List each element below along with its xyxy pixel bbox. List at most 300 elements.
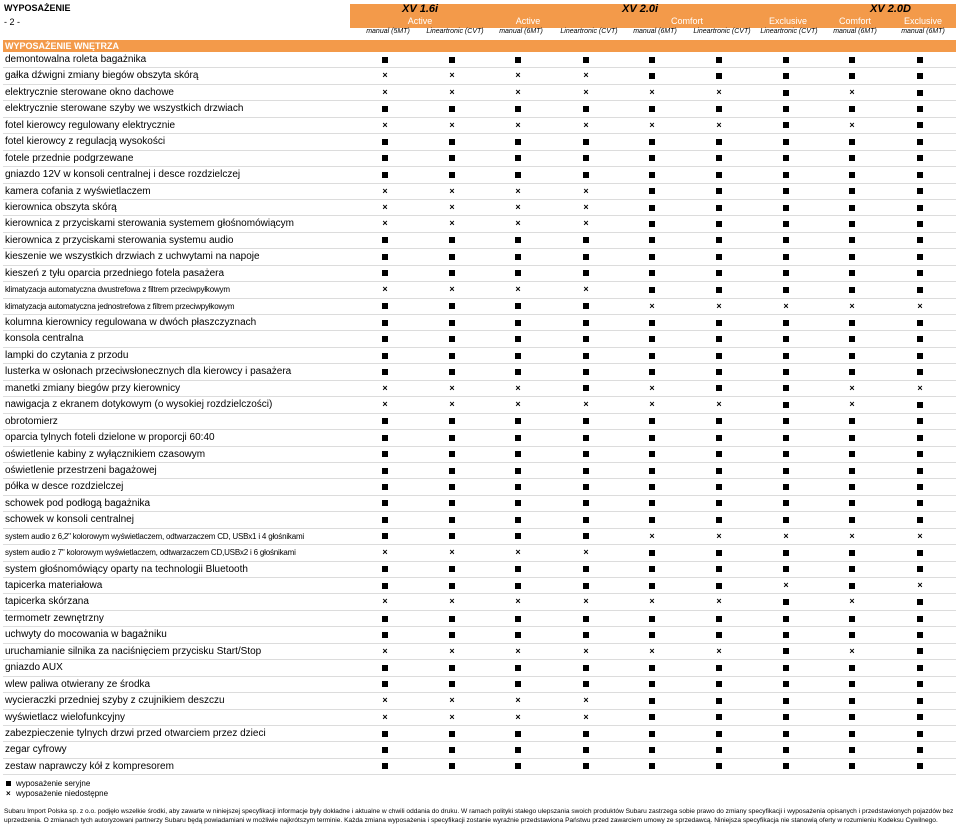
table-row (3, 85, 956, 101)
table-row (3, 331, 956, 347)
feature-label: lusterka w osłonach przeciwsłonecznych dla kierowcy i pasażera (5, 366, 292, 378)
unavailable-cross-icon: × (382, 596, 388, 607)
unavailable-cross-icon: × (449, 596, 455, 607)
standard-square-icon (375, 744, 395, 754)
unavailable-cross-icon: × (583, 119, 589, 130)
standard-square-icon (642, 580, 662, 590)
standard-square-icon (442, 432, 462, 442)
standard-square-icon (508, 432, 528, 442)
standard-square-icon (442, 465, 462, 475)
unavailable-cross-icon: × (449, 86, 455, 97)
standard-square-icon (375, 153, 395, 163)
standard-square-icon (709, 284, 729, 294)
standard-square-icon (842, 613, 862, 623)
standard-square-icon (508, 301, 528, 311)
standard-square-icon (642, 432, 662, 442)
standard-square-icon (442, 169, 462, 179)
standard-square-icon (910, 251, 930, 261)
standard-square-icon (642, 350, 662, 360)
table-row (3, 52, 956, 68)
standard-square-icon (842, 70, 862, 80)
standard-square-icon (375, 235, 395, 245)
unavailable-cross-icon: × (515, 711, 521, 722)
standard-square-icon (910, 87, 930, 97)
standard-square-icon (842, 712, 862, 722)
standard-square-icon (375, 301, 395, 311)
table-row (3, 594, 956, 610)
unavailable-cross-icon: × (649, 119, 655, 130)
unavailable-cross-icon: × (649, 645, 655, 656)
standard-square-icon (910, 120, 930, 130)
unavailable-cross-icon: × (917, 580, 923, 590)
standard-square-icon (709, 366, 729, 376)
unavailable-cross-icon: × (382, 70, 388, 81)
standard-square-icon (776, 103, 796, 113)
standard-square-icon (842, 432, 862, 442)
unavailable-cross-icon: × (783, 530, 789, 541)
table-row (3, 644, 956, 660)
standard-square-icon (709, 728, 729, 738)
standard-square-icon (642, 564, 662, 574)
standard-square-icon (642, 268, 662, 278)
table-row (3, 68, 956, 84)
standard-square-icon (910, 481, 930, 491)
standard-square-icon (776, 87, 796, 97)
table-row (3, 299, 956, 315)
standard-square-icon (576, 54, 596, 64)
standard-square-icon (642, 251, 662, 261)
standard-square-icon (842, 580, 862, 590)
unavailable-cross-icon: × (449, 711, 455, 722)
standard-square-icon (910, 547, 930, 557)
feature-label: elektrycznie sterowane okno dachowe (5, 86, 174, 98)
standard-square-icon (776, 662, 796, 672)
legend (6, 779, 108, 799)
unavailable-cross-icon: × (515, 119, 521, 130)
standard-square-icon (375, 136, 395, 146)
unavailable-cross-icon: × (716, 119, 722, 130)
standard-square-icon (910, 465, 930, 475)
standard-square-icon (776, 251, 796, 261)
standard-square-icon (375, 580, 395, 590)
unavailable-cross-icon: × (449, 284, 455, 295)
standard-square-icon (642, 761, 662, 771)
standard-square-icon (508, 481, 528, 491)
unavailable-cross-icon: × (6, 789, 11, 798)
standard-square-icon (375, 268, 395, 278)
table-row (3, 430, 956, 446)
standard-square-icon (576, 301, 596, 311)
trim-label: Active (515, 16, 541, 26)
feature-label: tapicerka materiałowa (5, 580, 103, 591)
standard-square-icon (709, 251, 729, 261)
feature-label: obrotomierz (5, 415, 58, 427)
standard-square-icon (842, 416, 862, 426)
unavailable-cross-icon: × (515, 547, 521, 558)
standard-square-icon (375, 761, 395, 771)
standard-square-icon (709, 695, 729, 705)
feature-label: kierownica obszyta skórą (5, 201, 117, 213)
unavailable-cross-icon: × (583, 399, 589, 410)
standard-square-icon (842, 514, 862, 524)
standard-square-icon (576, 169, 596, 179)
unavailable-cross-icon: × (583, 185, 589, 196)
standard-square-icon (642, 70, 662, 80)
standard-square-icon (576, 580, 596, 590)
table-row (3, 742, 956, 758)
standard-square-icon (776, 498, 796, 508)
feature-label: tapicerka skórzana (5, 596, 89, 608)
feature-label: gniazdo 12V w konsoli centralnej i desce rozdzielczej (5, 169, 241, 181)
unavailable-cross-icon: × (515, 596, 521, 607)
standard-square-icon (375, 531, 395, 541)
table-row (3, 496, 956, 512)
standard-square-icon (576, 416, 596, 426)
feature-label: wyświetlacz wielofunkcyjny (5, 711, 126, 723)
feature-label: system audio z 7" kolorowym wyświetlaczem, odtwarzaczem CD,USBx2 i 6 głośnikami (5, 548, 296, 558)
unavailable-cross-icon: × (649, 382, 655, 393)
table-row (3, 578, 956, 594)
standard-square-icon (709, 350, 729, 360)
standard-square-icon (576, 153, 596, 163)
disclaimer-footer: Subaru Import Polska sp. z o.o. podjęło wszelkie środki, aby zawarte w niniejszej specyfikacji informacje były dokładne i aktualne w chwili oddania do druku. W ramach polityki stałego ulepszania swoich produktów Subaru zastrzega sobie prawo do zmiany specyfikacji i wyposażenia opisanych i przedstawionych pojazdów bez uprzedzenia. O zmianach tych autoryzowani partnerzy Subaru będą powiadamiani w możliwie najkrótszym terminie. Każda zmiana wyposażenia i specyfikacji zostanie wyraźnie przedstawiona Państwu przed zawarciem umowy ze sprzedawcą. Niniejsza specyfikacja nie stanowią oferty w rozumieniu Kodeksu Cywilnego. (4, 808, 954, 824)
standard-square-icon (709, 54, 729, 64)
unavailable-cross-icon: × (449, 185, 455, 196)
standard-square-icon (842, 564, 862, 574)
standard-square-icon (375, 54, 395, 64)
table-row (3, 512, 956, 528)
standard-square-icon (576, 498, 596, 508)
standard-square-icon (709, 465, 729, 475)
unavailable-cross-icon: × (515, 645, 521, 656)
standard-square-icon (842, 629, 862, 639)
unavailable-cross-icon: × (783, 300, 789, 311)
standard-square-icon (842, 136, 862, 146)
feature-label: zabezpieczenie tylnych drzwi przed otwarciem przez dzieci (5, 727, 266, 739)
standard-square-icon (442, 153, 462, 163)
unavailable-cross-icon: × (449, 645, 455, 656)
standard-square-icon (842, 449, 862, 459)
table-row (3, 167, 956, 183)
unavailable-cross-icon: × (583, 70, 589, 81)
table-row (3, 677, 956, 693)
feature-label: kierownica z przyciskami sterowania systemu audio (5, 234, 234, 246)
transmission-label: Lineartronic (CVT) (693, 28, 751, 35)
standard-square-icon (375, 481, 395, 491)
standard-square-icon (776, 235, 796, 245)
standard-square-icon (375, 498, 395, 508)
feature-label: uruchamianie silnika za naciśnięciem przycisku Start/Stop (5, 645, 262, 657)
standard-square-icon (442, 531, 462, 541)
trim-header (350, 15, 956, 28)
feature-label: termometr zewnętrzny (5, 612, 104, 624)
model-header (350, 4, 956, 15)
standard-square-icon (842, 153, 862, 163)
standard-square-icon (375, 432, 395, 442)
feature-label: kieszeń z tyłu oparcia przedniego fotela pasażera (5, 267, 225, 279)
transmission-label: manual (6MT) (833, 28, 877, 35)
standard-square-icon (709, 629, 729, 639)
standard-square-icon (576, 481, 596, 491)
standard-square-icon (910, 350, 930, 360)
section-title: WYPOSAŻENIE WNĘTRZA (3, 40, 956, 52)
doc-title: WYPOSAŻENIE (4, 3, 71, 13)
trim-label: Exclusive (768, 16, 807, 26)
standard-square-icon (776, 432, 796, 442)
standard-square-icon (442, 449, 462, 459)
standard-square-icon (910, 662, 930, 672)
standard-square-icon (508, 679, 528, 689)
unavailable-cross-icon: × (917, 530, 923, 541)
standard-square-icon (910, 449, 930, 459)
standard-square-icon (842, 251, 862, 261)
standard-square-icon (776, 333, 796, 343)
standard-square-icon (576, 251, 596, 261)
standard-square-icon (508, 761, 528, 771)
standard-square-icon (642, 514, 662, 524)
standard-square-icon (910, 761, 930, 771)
transmission-label: manual (6MT) (499, 28, 543, 35)
standard-square-icon (709, 761, 729, 771)
table-row (3, 627, 956, 643)
unavailable-cross-icon: × (849, 86, 855, 97)
standard-square-icon (910, 235, 930, 245)
standard-square-icon (508, 465, 528, 475)
standard-square-icon (508, 449, 528, 459)
standard-square-icon (375, 416, 395, 426)
standard-square-icon (842, 662, 862, 672)
standard-square-icon (842, 186, 862, 196)
standard-square-icon (910, 399, 930, 409)
standard-square-icon (776, 153, 796, 163)
standard-square-icon (910, 366, 930, 376)
standard-square-icon (642, 416, 662, 426)
standard-square-icon (910, 136, 930, 146)
standard-square-icon (709, 218, 729, 228)
legend-yes (6, 779, 108, 789)
standard-square-icon (709, 153, 729, 163)
standard-square-icon (842, 761, 862, 771)
feature-label: system audio z 6,2" kolorowym wyświetlaczem, odtwarzaczem CD, USBx1 i 4 głośnikami (5, 531, 304, 541)
standard-square-icon (910, 416, 930, 426)
standard-square-icon (709, 70, 729, 80)
standard-square-icon (842, 317, 862, 327)
standard-square-icon (576, 383, 596, 393)
unavailable-cross-icon: × (515, 86, 521, 97)
table-row (3, 134, 956, 150)
standard-square-icon (709, 235, 729, 245)
table-row (3, 216, 956, 232)
standard-square-icon (642, 366, 662, 376)
feature-label: oświetlenie przestrzeni bagażowej (5, 464, 157, 476)
unavailable-cross-icon: × (583, 218, 589, 229)
standard-square-icon (776, 399, 796, 409)
unavailable-cross-icon: × (849, 119, 855, 130)
standard-square-icon (576, 514, 596, 524)
transmission-label: manual (5MT) (366, 28, 410, 35)
standard-square-icon (776, 679, 796, 689)
transmission-label: Lineartronic (CVT) (426, 28, 484, 35)
standard-square-icon (508, 580, 528, 590)
standard-square-icon (910, 564, 930, 574)
standard-square-icon (442, 268, 462, 278)
feature-label: oparcia tylnych foteli dzielone w proporcji 60:40 (5, 432, 215, 444)
feature-label: kolumna kierownicy regulowana w dwóch płaszczyznach (5, 317, 257, 328)
standard-square-icon (508, 103, 528, 113)
unavailable-cross-icon: × (917, 382, 923, 393)
standard-square-icon (442, 54, 462, 64)
unavailable-cross-icon: × (649, 86, 655, 97)
standard-square-icon (508, 333, 528, 343)
standard-square-icon (375, 169, 395, 179)
standard-square-icon (776, 350, 796, 360)
unavailable-cross-icon: × (515, 284, 521, 295)
standard-square-icon (709, 679, 729, 689)
feature-label: klimatyzacja automatyczna jednostrefowa z filtrem przeciwpyłkowym (5, 301, 235, 311)
standard-square-icon (442, 235, 462, 245)
standard-square-icon (910, 744, 930, 754)
standard-square-icon (709, 186, 729, 196)
feature-label: konsola centralna (5, 333, 84, 345)
standard-square-icon (375, 251, 395, 261)
page-number: - 2 - (4, 17, 21, 27)
unavailable-cross-icon: × (382, 185, 388, 196)
unavailable-cross-icon: × (716, 399, 722, 410)
standard-square-icon (776, 169, 796, 179)
standard-square-icon (842, 547, 862, 557)
unavailable-cross-icon: × (382, 711, 388, 722)
feature-label: zegar cyfrowy (5, 744, 67, 756)
standard-square-icon (576, 531, 596, 541)
table-row (3, 101, 956, 117)
standard-square-icon (910, 695, 930, 705)
standard-square-icon (508, 317, 528, 327)
standard-square-icon (642, 712, 662, 722)
table-row (3, 611, 956, 627)
standard-square-icon (910, 596, 930, 606)
standard-square-icon (642, 679, 662, 689)
standard-square-icon (842, 169, 862, 179)
equipment-table (3, 52, 956, 775)
feature-label: system głośnomówiący oparty na technologii Bluetooth (5, 563, 248, 575)
unavailable-cross-icon: × (583, 86, 589, 97)
unavailable-cross-icon: × (515, 399, 521, 410)
standard-square-icon (776, 317, 796, 327)
unavailable-cross-icon: × (649, 596, 655, 607)
feature-label: lampki do czytania z przodu (5, 349, 129, 361)
standard-square-icon (709, 333, 729, 343)
standard-square-icon (910, 54, 930, 64)
standard-square-icon (375, 333, 395, 343)
unavailable-cross-icon: × (449, 399, 455, 410)
unavailable-cross-icon: × (716, 300, 722, 311)
standard-square-icon (709, 498, 729, 508)
standard-square-icon (375, 679, 395, 689)
feature-label: klimatyzacja automatyczna dwustrefowa z filtrem przeciwpyłkowym (5, 285, 230, 295)
feature-label: uchwyty do mocowania w bagażniku (5, 629, 167, 641)
standard-square-icon (6, 779, 16, 789)
feature-label: oświetlenie kabiny z wyłącznikiem czasowym (5, 448, 206, 460)
standard-square-icon (642, 153, 662, 163)
standard-square-icon (576, 235, 596, 245)
standard-square-icon (508, 613, 528, 623)
standard-square-icon (842, 218, 862, 228)
standard-square-icon (842, 268, 862, 278)
standard-square-icon (776, 712, 796, 722)
unavailable-cross-icon: × (849, 399, 855, 410)
unavailable-cross-icon: × (716, 596, 722, 607)
standard-square-icon (842, 54, 862, 64)
standard-square-icon (776, 547, 796, 557)
table-row (3, 463, 956, 479)
standard-square-icon (776, 564, 796, 574)
model-xv20i: XV 2.0i (622, 3, 659, 15)
standard-square-icon (842, 284, 862, 294)
table-row (3, 545, 956, 561)
standard-square-icon (910, 284, 930, 294)
standard-square-icon (508, 514, 528, 524)
standard-square-icon (776, 481, 796, 491)
feature-label: manetki zmiany biegów przy kierownicy (5, 382, 181, 394)
standard-square-icon (442, 564, 462, 574)
standard-square-icon (576, 268, 596, 278)
standard-square-icon (776, 366, 796, 376)
standard-square-icon (642, 744, 662, 754)
standard-square-icon (508, 564, 528, 574)
standard-square-icon (576, 317, 596, 327)
standard-square-icon (776, 465, 796, 475)
standard-square-icon (576, 350, 596, 360)
unavailable-cross-icon: × (515, 185, 521, 196)
standard-square-icon (508, 350, 528, 360)
unavailable-cross-icon: × (849, 382, 855, 393)
unavailable-cross-icon: × (917, 300, 923, 311)
standard-square-icon (576, 465, 596, 475)
unavailable-cross-icon: × (382, 382, 388, 393)
standard-square-icon (508, 531, 528, 541)
standard-square-icon (442, 498, 462, 508)
standard-square-icon (709, 432, 729, 442)
standard-square-icon (776, 629, 796, 639)
standard-square-icon (776, 695, 796, 705)
standard-square-icon (910, 498, 930, 508)
standard-square-icon (642, 695, 662, 705)
feature-label: gałka dźwigni zmiany biegów obszyta skórą (5, 70, 199, 82)
standard-square-icon (776, 383, 796, 393)
standard-square-icon (776, 54, 796, 64)
standard-square-icon (709, 449, 729, 459)
standard-square-icon (776, 761, 796, 771)
standard-square-icon (842, 498, 862, 508)
unavailable-cross-icon: × (849, 530, 855, 541)
trim-label: Comfort (670, 16, 703, 26)
standard-square-icon (910, 169, 930, 179)
standard-square-icon (642, 218, 662, 228)
table-row (3, 364, 956, 380)
standard-square-icon (576, 761, 596, 771)
standard-square-icon (776, 416, 796, 426)
standard-square-icon (576, 728, 596, 738)
standard-square-icon (375, 465, 395, 475)
standard-square-icon (576, 564, 596, 574)
standard-square-icon (642, 547, 662, 557)
standard-square-icon (576, 629, 596, 639)
standard-square-icon (709, 481, 729, 491)
standard-square-icon (508, 136, 528, 146)
table-row (3, 151, 956, 167)
table-row (3, 315, 956, 331)
unavailable-cross-icon: × (382, 645, 388, 656)
